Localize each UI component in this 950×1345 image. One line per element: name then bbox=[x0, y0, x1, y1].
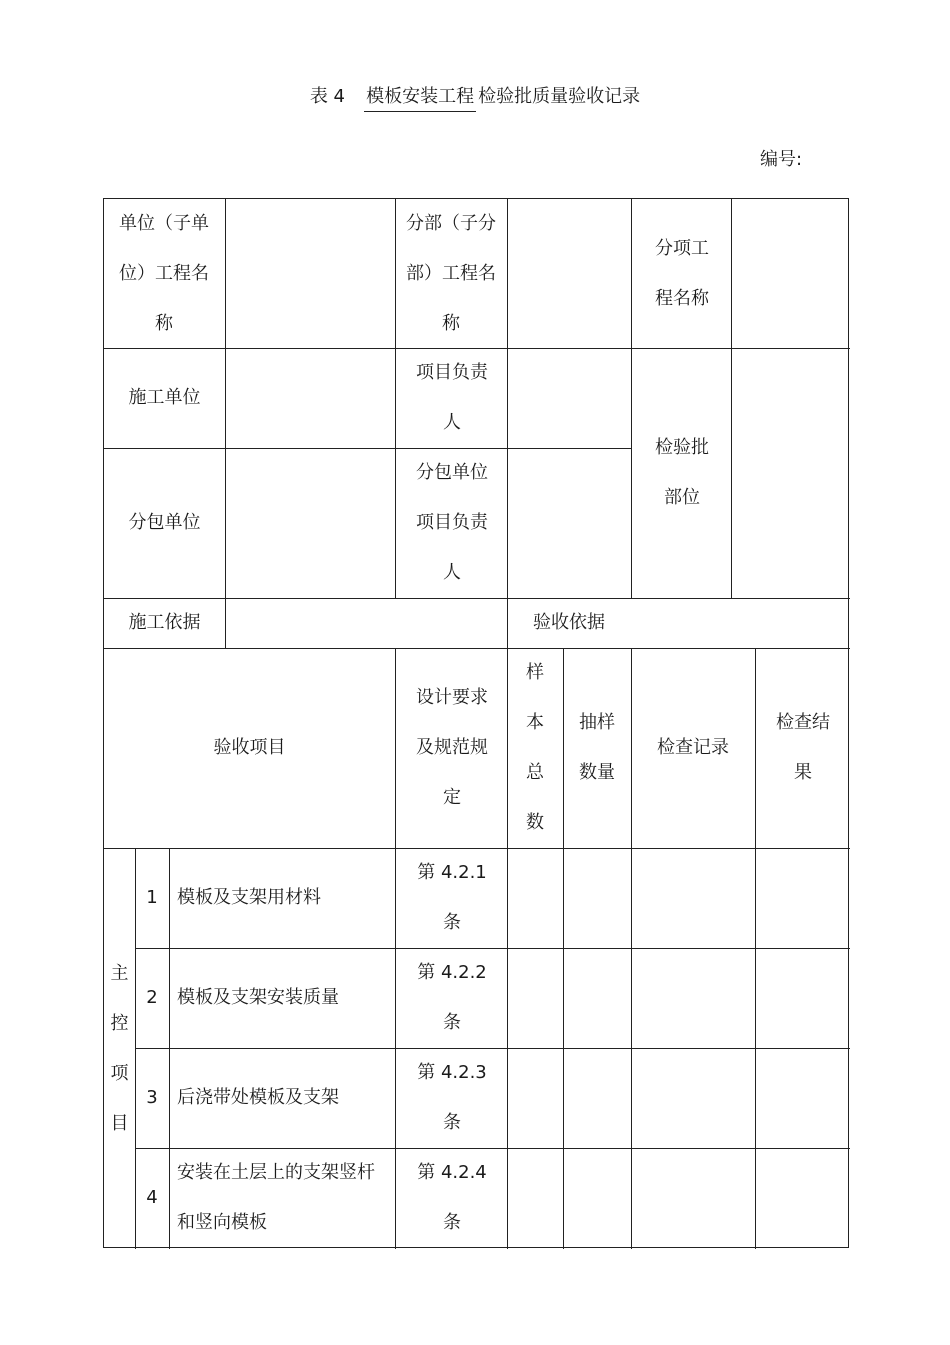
row-clause: 第 4.2.3 条 bbox=[417, 1062, 487, 1133]
serial-number-label: 编号: bbox=[760, 149, 803, 170]
acceptance-record-table bbox=[103, 198, 849, 1248]
construction-unit-label: 施工单位 bbox=[128, 387, 201, 408]
construction-basis-value[interactable] bbox=[225, 598, 507, 648]
row-item-name: 模板及支架安装质量 bbox=[177, 987, 339, 1008]
unit-project-name-value[interactable] bbox=[225, 199, 395, 348]
title-prefix: 表 4 bbox=[309, 86, 345, 107]
subcontract-manager-value[interactable] bbox=[507, 448, 631, 598]
title-suffix: 检验批质量验收记录 bbox=[478, 86, 641, 107]
row-number: 3 bbox=[146, 1087, 158, 1108]
header-design-requirement: 设计要求及规范规定 bbox=[416, 687, 488, 808]
header-sample-count: 抽样数量 bbox=[579, 712, 615, 783]
division-project-name-label: 分部（子分部）工程名称 bbox=[406, 212, 496, 334]
project-manager-value[interactable] bbox=[507, 348, 631, 448]
row-number: 4 bbox=[146, 1187, 158, 1208]
acceptance-basis-value[interactable] bbox=[631, 598, 848, 648]
subitem-project-name-label: 分项工程名称 bbox=[655, 237, 709, 309]
project-manager-label: 项目负责人 bbox=[416, 362, 488, 433]
row-item-name: 模板及支架用材料 bbox=[177, 887, 321, 908]
inspection-lot-location-label: 检验批部位 bbox=[655, 437, 709, 508]
acceptance-basis-label: 验收依据 bbox=[533, 612, 605, 633]
subcontract-manager-label: 分包单位项目负责人 bbox=[416, 462, 488, 583]
row-item-name: 安装在土层上的支架竖杆和竖向模板 bbox=[177, 1162, 375, 1233]
unit-project-name-label: 单位（子单位）工程名称 bbox=[119, 212, 209, 334]
row-clause: 第 4.2.4 条 bbox=[417, 1162, 487, 1233]
main-control-items-label: 主控项目 bbox=[110, 962, 129, 1134]
header-acceptance-item: 验收项目 bbox=[213, 737, 286, 758]
subcontract-unit-label: 分包单位 bbox=[128, 512, 201, 533]
row-clause: 第 4.2.1 条 bbox=[417, 862, 487, 933]
subcontract-unit-value[interactable] bbox=[225, 448, 395, 598]
subitem-project-name-value[interactable] bbox=[731, 199, 848, 348]
division-project-name-value[interactable] bbox=[507, 199, 631, 348]
inspection-lot-location-value[interactable] bbox=[731, 348, 848, 598]
construction-basis-label: 施工依据 bbox=[128, 612, 201, 633]
document-title bbox=[0, 82, 950, 112]
row-number: 2 bbox=[146, 987, 158, 1008]
header-sample-total: 样本总数 bbox=[526, 662, 544, 833]
row-number: 1 bbox=[146, 887, 158, 908]
header-check-record: 检查记录 bbox=[657, 737, 729, 758]
row-clause: 第 4.2.2 条 bbox=[417, 962, 487, 1033]
title-underlined-project: 模板安装工程 bbox=[364, 82, 476, 112]
construction-unit-value[interactable] bbox=[225, 348, 395, 448]
row-item-name: 后浇带处模板及支架 bbox=[177, 1087, 339, 1108]
header-check-result: 检查结果 bbox=[776, 712, 830, 783]
